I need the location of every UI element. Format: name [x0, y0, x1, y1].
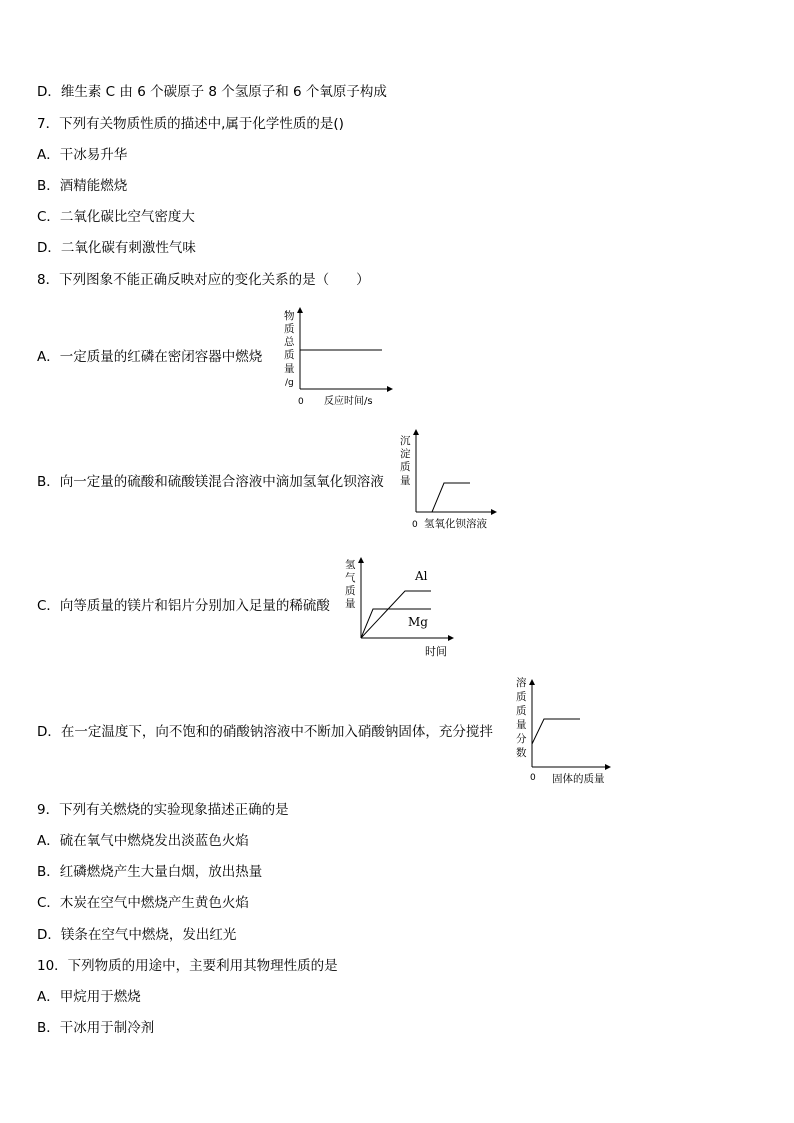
graph-d-ylabel-4: 分 [516, 733, 527, 745]
graph-b-ylabel-3: 量 [400, 475, 411, 487]
graph-b-ylabel-2: 质 [400, 461, 411, 473]
q8-option-d: D．在一定温度下，向不饱和的硝酸钠溶液中不断加入硝酸钠固体，充分搅拌 [37, 724, 493, 740]
graph-a-xlabel: 反应时间/s [324, 396, 373, 407]
graph-c-label-al: Al [415, 569, 428, 583]
graph-d-curve [532, 719, 580, 744]
q8-graph-b [398, 428, 503, 533]
q10-option-a: A．甲烷用于燃烧 [37, 989, 141, 1005]
graph-b-curve [432, 483, 470, 512]
q8-graph-d [512, 674, 612, 789]
graph-b-origin: 0 [412, 520, 418, 530]
q7-option-c: C．二氧化碳比空气密度大 [37, 209, 195, 225]
graph-c-label-mg: Mg [408, 615, 428, 629]
q9-option-d: D．镁条在空气中燃烧，发出红光 [37, 927, 237, 943]
graph-a-ylabel-5: /g [285, 378, 294, 388]
graph-a-ylabel-1: 质 [284, 323, 295, 335]
q8-option-c: C．向等质量的镁片和铝片分别加入足量的稀硫酸 [37, 598, 330, 614]
graph-d-xlabel: 固体的质量 [552, 773, 605, 785]
q10-option-b: B．干冰用于制冷剂 [37, 1020, 155, 1036]
q8-graph-a [280, 305, 400, 410]
q7-option-d: D．二氧化碳有刺激性气味 [37, 240, 196, 256]
graph-a-ylabel-3: 质 [284, 349, 295, 361]
graph-d-ylabel-1: 质 [516, 691, 527, 703]
graph-b-ylabel-1: 淀 [400, 448, 411, 460]
graph-c-ylabel-3: 量 [345, 598, 356, 610]
q9-stem: 9．下列有关燃烧的实验现象描述正确的是 [37, 802, 289, 818]
graph-b-ylabel-0: 沉 [400, 435, 411, 447]
graph-c-ylabel-1: 气 [345, 572, 356, 584]
graph-c-xlabel: 时间 [425, 645, 447, 658]
graph-d-origin: 0 [530, 773, 536, 783]
q8-stem: 8．下列图象不能正确反映对应的变化关系的是（ ） [37, 272, 370, 288]
graph-a-ylabel-0: 物 [284, 310, 295, 322]
q6-option-d: D．维生素 C 由 6 个碳原子 8 个氢原子和 6 个氧原子构成 [37, 84, 387, 100]
q9-option-a: A．硫在氧气中燃烧发出淡蓝色火焰 [37, 833, 249, 849]
graph-d-ylabel-3: 量 [516, 719, 527, 731]
q10-stem: 10．下列物质的用途中，主要利用其物理性质的是 [37, 958, 338, 974]
q9-option-c: C．木炭在空气中燃烧产生黄色火焰 [37, 895, 249, 911]
q7-option-b: B．酒精能燃烧 [37, 178, 128, 194]
graph-c-ylabel-2: 质 [345, 585, 356, 597]
q8-option-a: A．一定质量的红磷在密闭容器中燃烧 [37, 349, 263, 365]
graph-a-ylabel-2: 总 [284, 336, 295, 348]
q8-option-b: B．向一定量的硫酸和硫酸镁混合溶液中滴加氢氧化钡溶液 [37, 474, 384, 490]
q8-graph-c [343, 556, 458, 661]
graph-c-ylabel-0: 氢 [345, 559, 356, 571]
graph-d-ylabel-5: 数 [516, 747, 527, 759]
graph-a-origin: 0 [298, 397, 304, 407]
q7-option-a: A．干冰易升华 [37, 147, 128, 163]
graph-a-ylabel-4: 量 [284, 363, 295, 375]
q9-option-b: B．红磷燃烧产生大量白烟，放出热量 [37, 864, 263, 880]
graph-d-ylabel-2: 质 [516, 705, 527, 717]
q7-stem: 7．下列有关物质性质的描述中,属于化学性质的是() [37, 116, 344, 132]
graph-d-ylabel-0: 溶 [516, 677, 527, 689]
graph-b-xlabel: 氢氧化钡溶液 [424, 518, 487, 530]
